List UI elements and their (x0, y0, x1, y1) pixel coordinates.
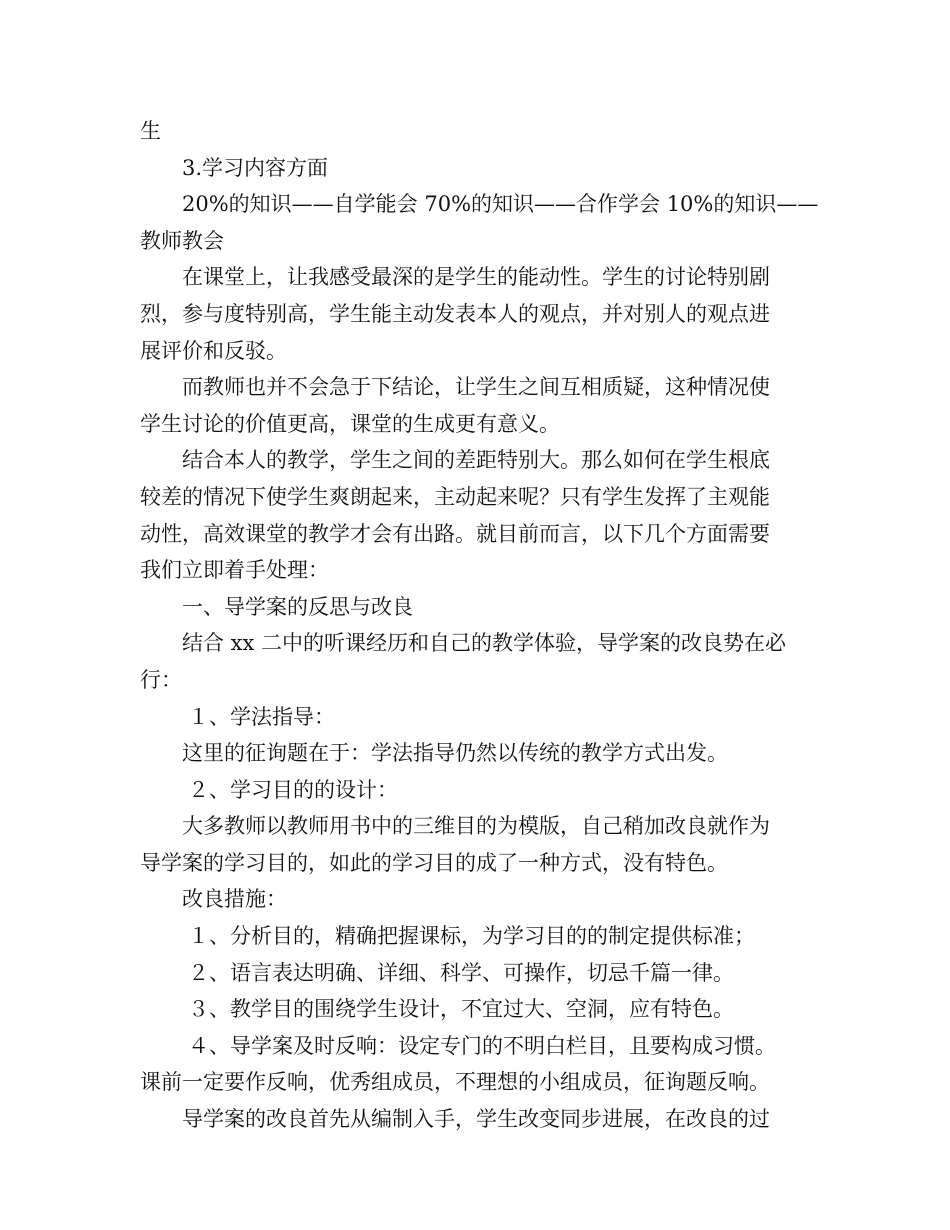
list-item: ３、教学目的围绕学生设计，不宜过大、空洞，应有特色。 (188, 997, 734, 1022)
text-line: 20%的知识——自学能会 70%的知识——合作学会 10%的知识—— (182, 192, 819, 217)
paragraph-start: 结合 xx 二中的听课经历和自己的教学体验，导学案的改良势在必 (182, 631, 787, 656)
section-heading: 3.学习内容方面 (182, 155, 329, 180)
text-line: 较差的情况下使学生爽朗起来，主动起来呢？只有学生发挥了主观能 (140, 484, 770, 509)
text-line: 学生讨论的价值更高，课堂的生成更有意义。 (140, 411, 560, 436)
list-item-heading: １、学法指导： (188, 704, 335, 729)
paragraph-start: 导学案的改良首先从编制入手，学生改变同步进展，在改良的过 (182, 1107, 770, 1132)
text-line: 我们立即着手处理： (140, 558, 329, 583)
paragraph-start: 而教师也并不会急于下结论，让学生之间互相质疑，这种情况使 (182, 375, 770, 400)
document-body (140, 113, 819, 1138)
text-line: 课前一定要作反响，优秀组成员，不理想的小组成员，征询题反响。 (140, 1070, 770, 1095)
text-line: 展评价和反驳。 (140, 338, 287, 363)
paragraph-start: 这里的征询题在于：学法指导仍然以传统的教学方式出发。 (182, 741, 728, 766)
text-line: 动性，高效课堂的教学才会有出路。就目前而言，以下几个方面需要 (140, 521, 770, 546)
section-heading: 一、导学案的反思与改良 (182, 594, 413, 619)
paragraph-start: 在课堂上，让我感受最深的是学生的能动性。学生的讨论特别剧 (182, 265, 770, 290)
text-line: 导学案的学习目的，如此的学习目的成了一种方式，没有特色。 (140, 850, 728, 875)
text-line: 行： (140, 667, 182, 692)
subheading: 改良措施： (182, 887, 287, 912)
paragraph-start: 大多教师以教师用书中的三维目的为模版，自己稍加改良就作为 (182, 814, 770, 839)
list-item: ４、导学案及时反响：设定专门的不明白栏目，且要构成习惯。 (188, 1033, 776, 1058)
text-line: 生 (140, 119, 161, 143)
list-item: ２、语言表达明确、详细、科学、可操作，切忌千篇一律。 (188, 960, 734, 985)
text-line: 烈，参与度特别高，学生能主动发表本人的观点，并对别人的观点进 (140, 301, 770, 326)
paragraph-start: 结合本人的教学，学生之间的差距特别大。那么如何在学生根底 (182, 448, 770, 473)
list-item-heading: ２、学习目的的设计： (188, 777, 398, 802)
text-line: 教师教会 (140, 228, 224, 253)
list-item: １、分析目的，精确把握课标，为学习目的的制定提供标准； (188, 924, 755, 949)
